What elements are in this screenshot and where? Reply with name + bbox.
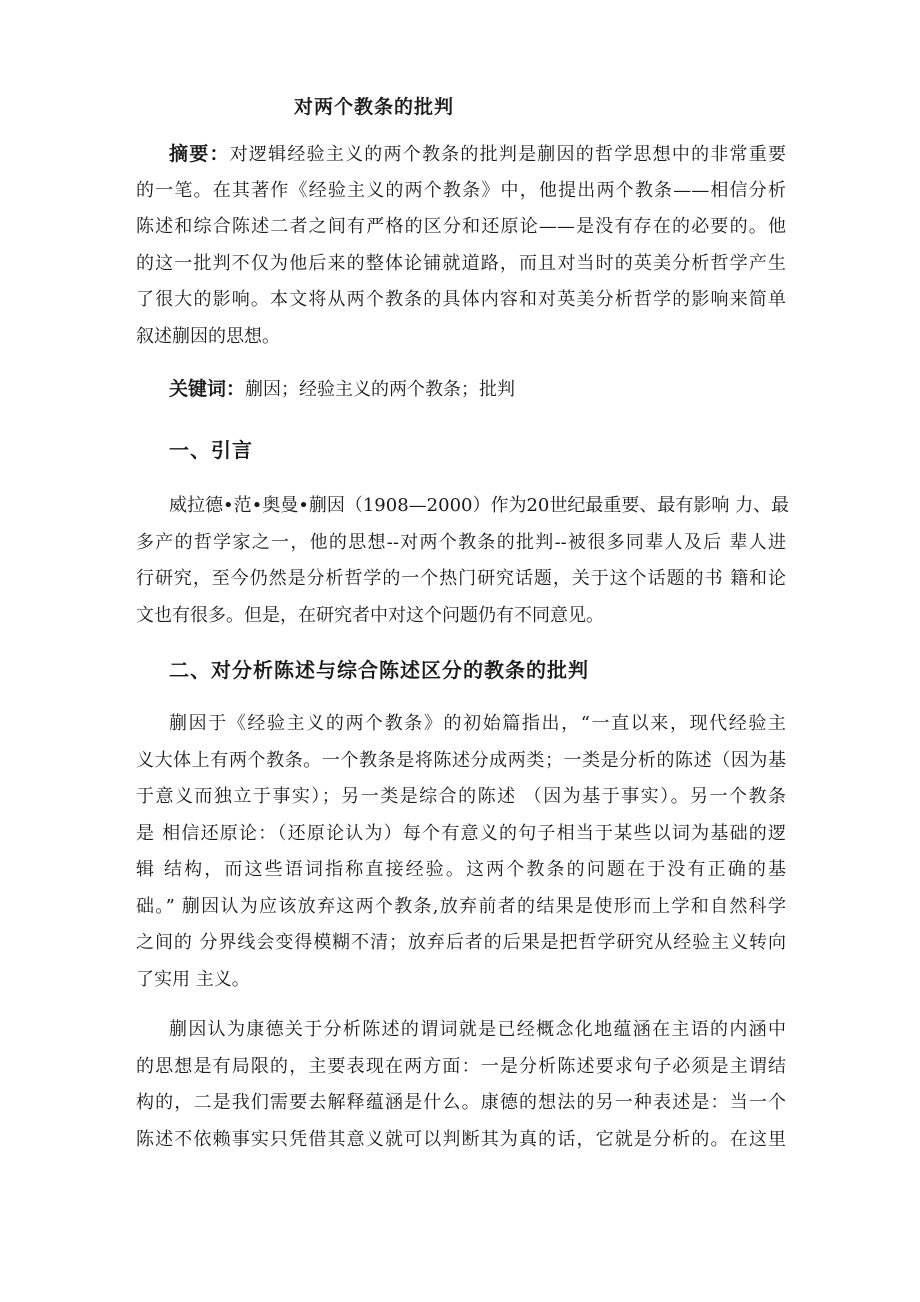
keywords-line: [169, 371, 786, 408]
abstract-line: 叙述蒯因的思想。: [136, 325, 280, 347]
body-line: 是 相信还原论：（还原论认为）每个有意义的句子相当于某些以词为基础的逻: [136, 822, 786, 844]
body-line: 之间的 分界线会变得模糊不清；放弃后者的后果是把哲学研究从经验主义转向: [136, 932, 786, 953]
abstract-line: 了很大的影响。本文将从两个教条的具体内容和对英美分析哲学的影响来简单: [136, 289, 786, 310]
body-line: 的思想是有局限的，主要表现在两方面：一是分析陈述要求句子必须是主谓结: [136, 1055, 786, 1077]
keywords-text: 蒯因；经验主义的两个教条；批判: [245, 379, 516, 400]
body-line: 了实用 主义。: [136, 968, 250, 990]
body-line: 陈述不依赖事实只凭借其意义就可以判断其为真的话，它就是分析的。在这里: [136, 1128, 786, 1150]
keywords-paragraph: [136, 371, 786, 408]
body-line: 义大体上有两个教条。一个教条是将陈述分成两类；一类是分析的陈述（因为基: [136, 749, 786, 771]
body-line: 蒯因于《经验主义的两个教条》的初始篇指出，“一直以来，现代经验主: [169, 713, 786, 734]
body-line: 于意义而独立于事实）；另一类是综合的陈述 （因为基于事实）。另一个教条: [136, 786, 786, 807]
body-line: 蒯因认为康德关于分析陈述的谓词就是已经概念化地蕴涵在主语的内涵中: [169, 1019, 786, 1040]
abstract-label: 摘要：: [169, 143, 230, 165]
section2-paragraph-1: [136, 706, 786, 998]
section-heading-introduction: 一、引言: [169, 438, 253, 462]
body-line: 构的，二是我们需要去解释蕴涵是什么。康德的想法的另一种表述是：当一个: [136, 1092, 786, 1113]
abstract-paragraph: [136, 136, 786, 355]
section2-paragraph-2: [136, 1012, 786, 1158]
document-title: 对两个教条的批判: [293, 96, 454, 118]
abstract-line: 的一笔。在其著作《经验主义的两个教条》中，他提出两个教条——相信分析: [136, 179, 786, 201]
body-line: 多产的哲学家之一，他的思想--对两个教条的批判--被很多同辈人及后 辈人进: [136, 531, 786, 553]
abstract-line: 陈述和综合陈述二者之间有严格的区分和还原论——是没有存在的必要的。他: [136, 216, 786, 237]
body-line: 威拉德•范•奥曼•蒯因（1908—2000）作为20世纪最重要、最有影响 力、最: [169, 495, 790, 516]
body-line: 辑 结构，而这些语词指称直接经验。这两个教条的问题在于没有正确的基: [136, 859, 786, 880]
body-line: 文也有很多。但是，在研究者中对这个问题仍有不同意见。: [136, 604, 604, 626]
abstract-line: 的这一批判不仅为他后来的整体论铺就道路，而且对当时的英美分析哲学产生: [136, 252, 786, 274]
abstract-line-text: 对逻辑经验主义的两个教条的批判是蒯因的哲学思想中的非常重要: [229, 144, 786, 165]
section1-paragraph: [136, 488, 790, 634]
keywords-label: 关键词：: [169, 378, 246, 400]
body-line: 行研究，至今仍然是分析哲学的一个热门研究话题，关于这个话题的书 籍和论: [136, 568, 786, 589]
section-heading-dogma-critique: 二、对分析陈述与综合陈述区分的教条的批判: [169, 658, 589, 682]
body-line: 础。” 蒯因认为应该放弃这两个教条,放弃前者的结果是使形而上学和自然科学: [136, 895, 786, 917]
abstract-line: [136, 136, 786, 173]
